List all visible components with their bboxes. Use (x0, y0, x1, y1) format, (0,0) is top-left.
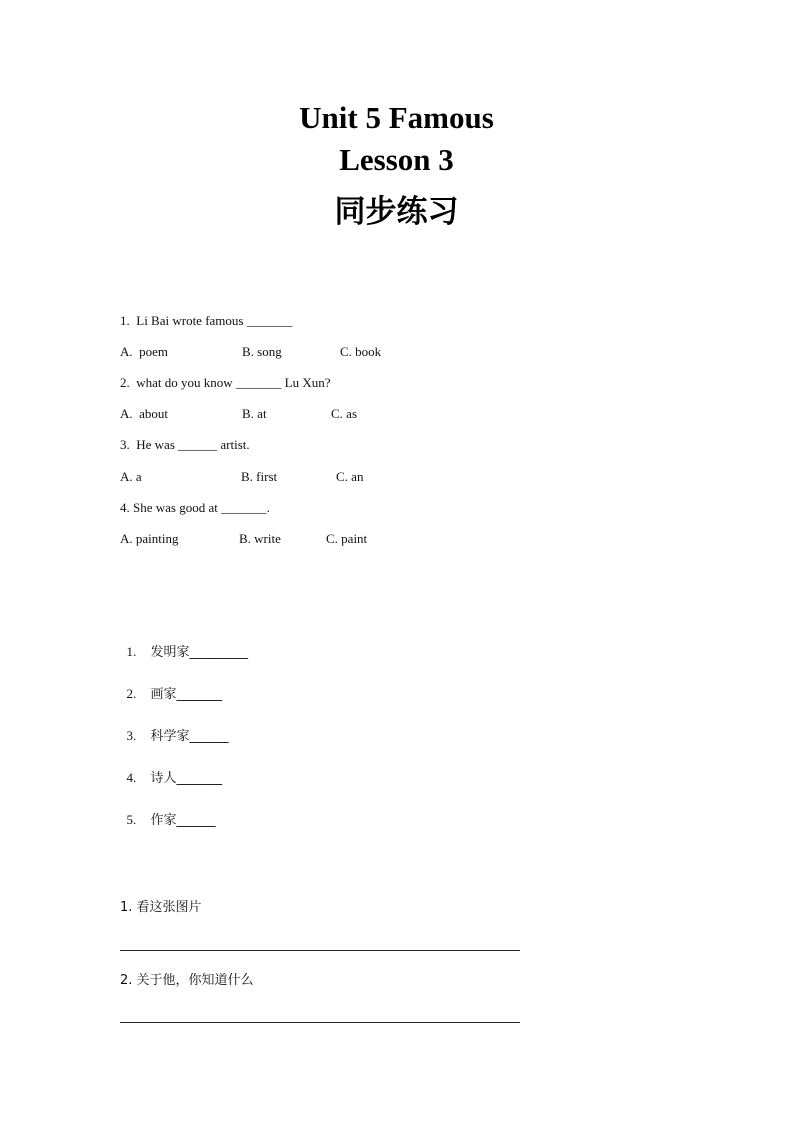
question-3-option-a: A. a (120, 469, 142, 484)
question-2-option-c: C. as (331, 406, 357, 421)
vocab-item-text: 诗人_______ (150, 771, 223, 786)
vocab-item-2 (120, 670, 222, 703)
question-2-option-a: A. about (120, 406, 169, 421)
vocab-item-1 (120, 628, 248, 661)
question-4-option-c: C. paint (326, 531, 368, 546)
writing-prompt-1: 1. 看这张图片 (120, 900, 202, 915)
question-3-option-b: B. first (241, 469, 278, 484)
vocab-item-4 (120, 754, 222, 787)
question-1-option-c: C. book (340, 344, 382, 359)
vocab-item-text: 作家______ (150, 813, 216, 828)
question-2-stem: 2. what do you know _______ Lu Xun? (120, 375, 331, 390)
vocab-item-3 (120, 712, 229, 745)
title-lesson: Lesson 3 (339, 142, 454, 177)
vocab-item-text: 画家_______ (150, 687, 223, 702)
vocab-item-number: 2. (126, 686, 137, 701)
vocab-item-5 (120, 796, 216, 829)
vocab-item-number: 3. (126, 728, 137, 743)
question-1-stem: 1. Li Bai wrote famous _______ (120, 313, 293, 328)
question-3-stem: 3. He was ______ artist. (120, 437, 250, 452)
answer-line-2 (120, 1022, 520, 1023)
writing-prompt-2: 2. 关于他，你知道什么 (120, 973, 254, 988)
title-practice: 同步练习 (334, 194, 459, 230)
question-4-option-b: B. write (239, 531, 281, 546)
answer-line-1 (120, 950, 520, 951)
question-3-option-c: C. an (336, 469, 364, 484)
vocab-item-number: 1. (126, 644, 137, 659)
question-1-option-a: A. poem (120, 344, 169, 359)
vocab-item-text: 发明家_________ (150, 645, 249, 660)
vocab-item-number: 5. (126, 812, 137, 827)
question-2-option-b: B. at (242, 406, 267, 421)
question-4-option-a: A. painting (120, 531, 179, 546)
question-4-stem: 4. She was good at _______. (120, 500, 270, 515)
vocab-item-text: 科学家______ (150, 729, 229, 744)
vocab-item-number: 4. (126, 770, 137, 785)
title-unit: Unit 5 Famous (299, 100, 494, 135)
question-1-option-b: B. song (242, 344, 282, 359)
